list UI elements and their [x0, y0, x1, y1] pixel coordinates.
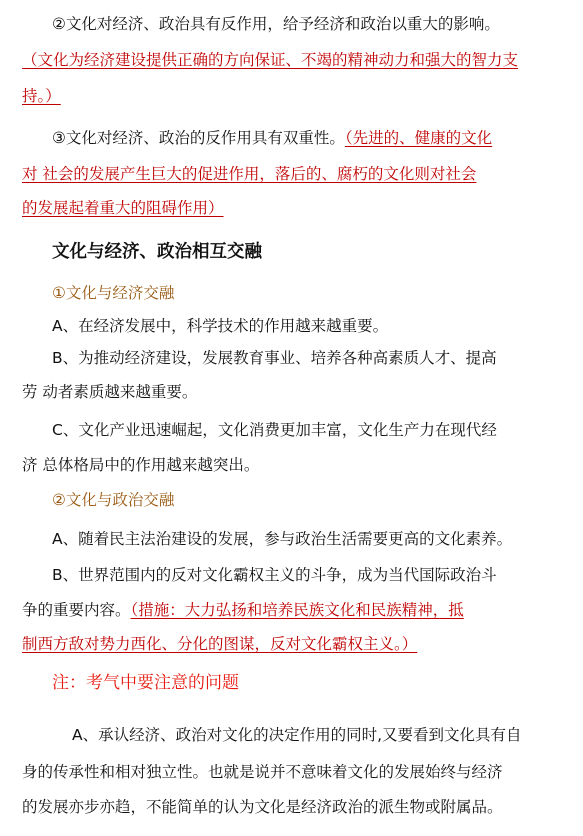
point-3-note-start: （先进的、健康的文化 — [344, 129, 493, 147]
subheading-politics: ②文化与政治交融 — [52, 491, 175, 509]
economy-item-c-line-2: 济 总体格局中的作用越来越突出。 — [22, 456, 260, 474]
subheading-economy: ①文化与经济交融 — [52, 284, 175, 302]
note-item-a-line-3: 的发展亦步亦趋，不能简单的认为文化是经济政治的派生物或附属品。 — [22, 798, 503, 816]
point-2-note-line-1: （文化为经济建设提供正确的方向保证、不竭的精神动力和强大的智力支 — [22, 51, 519, 69]
politics-item-a: A、随着民主法治建设的发展，参与政治生活需要更高的文化素养。 — [52, 530, 513, 548]
note-item-a-line-2: 身的传承性和相对独立性。也就是说并不意味着文化的发展始终与经济 — [22, 763, 503, 781]
politics-measures-start: （措施：大力弘扬和培养民族文化和民族精神，抵 — [130, 601, 464, 619]
point-2-line-1: ②文化对经济、政治具有反作用，给予经济和政治以重大的影响。 — [52, 15, 500, 33]
economy-item-b-line-1: B、为推动经济建设，发展教育事业、培养各种高素质人才、提高 — [52, 349, 497, 367]
point-3-note-line-2: 对 社会的发展产生巨大的促进作用，落后的、腐朽的文化则对社会 — [22, 165, 477, 183]
economy-item-b-line-2: 劳 动者素质越来越重要。 — [22, 383, 198, 401]
point-3-line-1 — [52, 128, 492, 148]
exam-note-heading: 注：考气中要注意的问题 — [52, 673, 239, 693]
politics-item-b-line-1: B、世界范围内的反对文化霸权主义的斗争，成为当代国际政治斗 — [52, 566, 497, 584]
point-3-text: ③文化对经济、政治的反作用具有双重性。 — [52, 129, 345, 147]
politics-measures-line-2: 制西方敌对势力西化、分化的图谋，反对文化霸权主义。） — [22, 635, 418, 653]
economy-item-c-line-1: C、文化产业迅速崛起，文化消费更加丰富，文化生产力在现代经 — [52, 421, 497, 439]
point-2-note-line-2: 持。） — [22, 87, 61, 105]
section-heading: 文化与经济、政治相互交融 — [52, 242, 262, 262]
politics-item-b-line-2 — [22, 600, 464, 620]
politics-item-b-text: 争的重要内容。 — [22, 601, 131, 619]
note-item-a-line-1: A、承认经济、政治对文化的决定作用的同时,又要看到文化具有自 — [72, 726, 522, 744]
point-3-note-line-3: 的发展起着重大的阻碍作用） — [22, 199, 224, 217]
economy-item-a: A、在经济发展中，科学技术的作用越来越重要。 — [52, 317, 389, 335]
